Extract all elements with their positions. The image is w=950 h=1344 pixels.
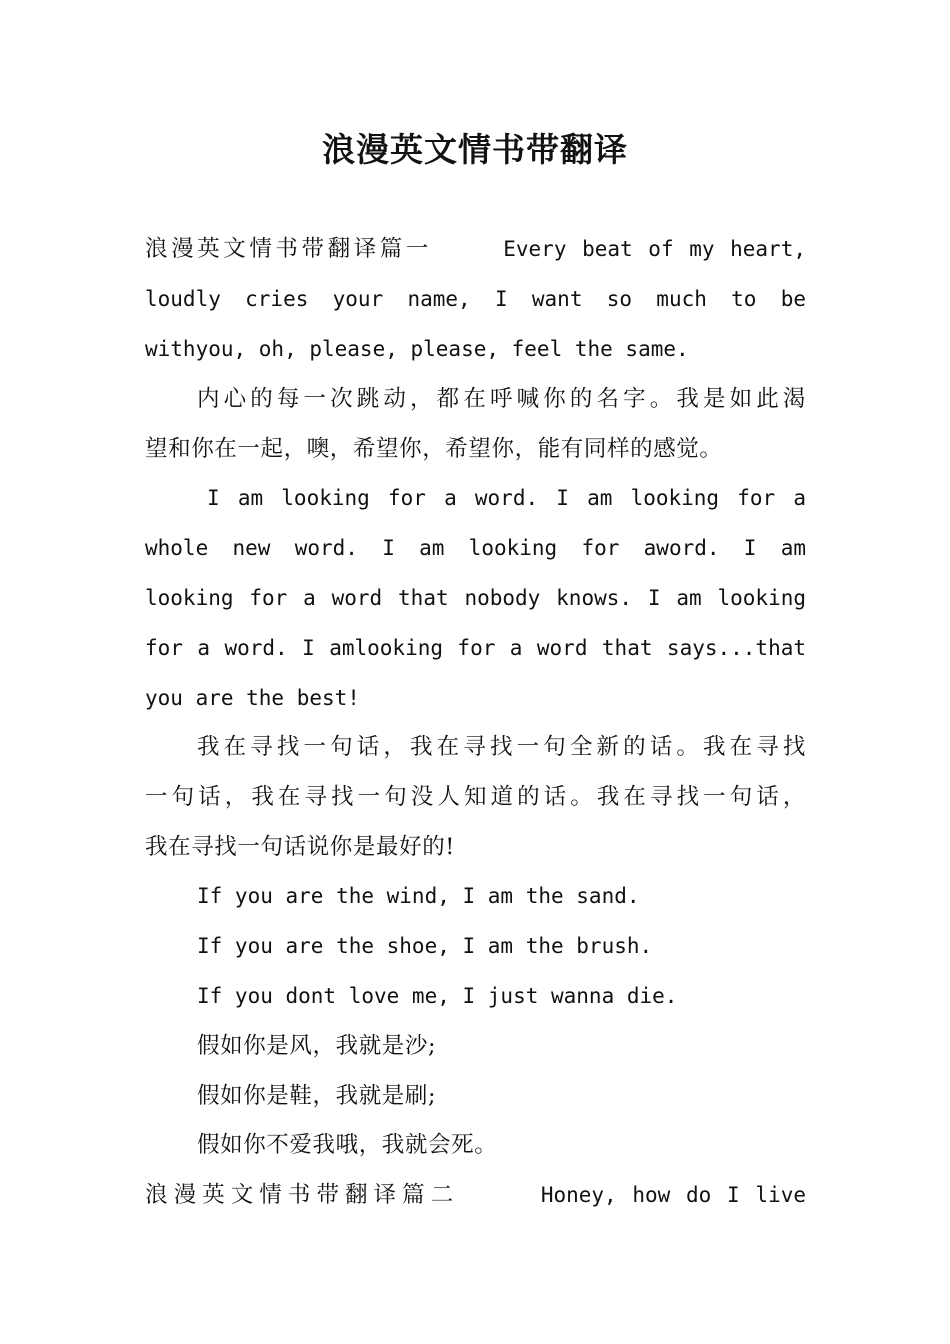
paragraph-line: 一句话，我在寻找一句没人知道的话。我在寻找一句话， [145, 784, 806, 810]
section-heading: 浪漫英文情书带翻译篇一 [145, 236, 432, 262]
paragraph-line: 假如你是风，我就是沙; [197, 1033, 437, 1059]
paragraph-line: looking for a word that nobody knows. I am looking [145, 586, 806, 610]
section-heading: 浪漫英文情书带翻译篇二 [145, 1182, 460, 1208]
paragraph-line: 我在寻找一句话，我在寻找一句全新的话。我在寻找 [197, 734, 806, 760]
paragraph-line: I am looking for a word. I am looking for a [207, 486, 806, 510]
document-title: 浪漫英文情书带翻译 [322, 130, 628, 169]
paragraph-line: withyou, oh, please, please, feel the same. [145, 337, 689, 361]
paragraph-line: 我在寻找一句话说你是最好的! [145, 834, 455, 860]
paragraph-line: 望和你在一起，噢，希望你，希望你，能有同样的感觉。 [145, 436, 723, 462]
paragraph-line: 假如你是鞋，我就是刷; [197, 1083, 437, 1109]
english-text: Every beat of my heart, [503, 237, 806, 261]
paragraph-line [145, 224, 806, 274]
paragraph-line [145, 1170, 806, 1220]
paragraph-line: If you are the wind, I am the sand. [197, 884, 640, 908]
paragraph-line: 假如你不爱我哦，我就会死。 [197, 1132, 498, 1158]
paragraph-line: whole new word. I am looking for aword. I am [145, 536, 806, 560]
paragraph-line: If you dont love me, I just wanna die. [197, 984, 678, 1008]
paragraph-line: for a word. I amlooking for a word that says...that [145, 636, 806, 660]
paragraph-line: If you are the shoe, I am the brush. [197, 934, 653, 958]
paragraph-line: you are the best! [145, 686, 360, 710]
english-text: Honey, how do I live [540, 1183, 806, 1207]
paragraph-line: loudly cries your name, I want so much to be [145, 287, 806, 311]
paragraph-line: 内心的每一次跳动，都在呼喊你的名字。我是如此渴 [197, 386, 806, 412]
